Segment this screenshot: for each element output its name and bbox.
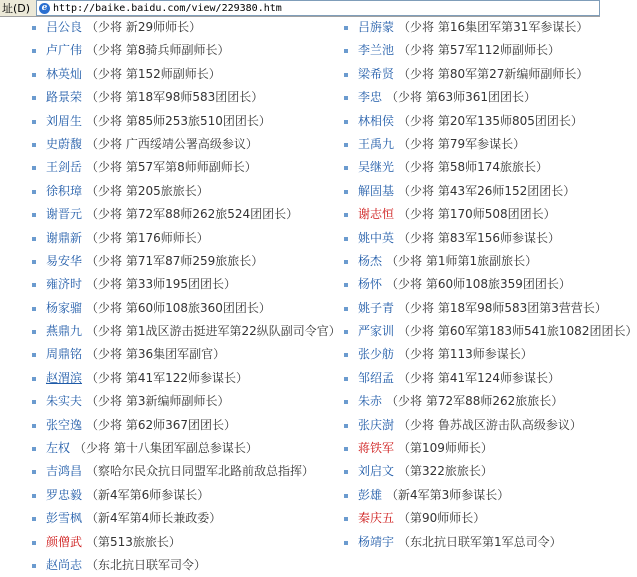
person-link[interactable]: 朱实夫	[46, 394, 83, 409]
square-bullet-icon	[344, 447, 348, 451]
person-description: （新4军第4师长兼政委）	[86, 511, 222, 526]
list-item	[320, 343, 600, 366]
person-description: （第513旅旅长）	[86, 534, 181, 549]
list-item	[320, 227, 600, 250]
list-item	[0, 16, 320, 39]
list-item	[0, 156, 320, 179]
person-link[interactable]: 徐积璋	[46, 183, 83, 198]
person-link[interactable]: 杨杰	[358, 253, 383, 268]
square-bullet-icon	[32, 494, 36, 498]
list-item	[320, 531, 600, 554]
person-link[interactable]: 林英灿	[46, 66, 83, 81]
list-item	[320, 507, 600, 530]
list-item	[320, 367, 600, 390]
person-link[interactable]: 邹绍孟	[358, 370, 395, 385]
list-item	[0, 86, 320, 109]
right-column	[320, 16, 637, 554]
person-link[interactable]: 刘眉生	[46, 113, 83, 128]
person-description: （少将 第57军112师副师长）	[398, 43, 561, 58]
person-link[interactable]: 谢鼎新	[46, 230, 83, 245]
square-bullet-icon	[32, 377, 36, 381]
square-bullet-icon	[32, 49, 36, 53]
square-bullet-icon	[32, 73, 36, 77]
person-description: （少将 第58师174旅旅长）	[398, 160, 549, 175]
list-item	[0, 320, 341, 343]
person-description: （东北抗日联军司令）	[86, 557, 207, 572]
person-link[interactable]: 姚中英	[358, 230, 395, 245]
person-description: （少将 广西绥靖公署高级参议）	[86, 136, 258, 151]
list-item	[0, 297, 320, 320]
square-bullet-icon	[32, 96, 36, 100]
ie-page-icon: e	[39, 3, 50, 14]
person-link[interactable]: 彭雪枫	[46, 511, 83, 526]
person-link[interactable]: 梁希贤	[358, 66, 395, 81]
list-item	[320, 250, 600, 273]
square-bullet-icon	[344, 213, 348, 217]
person-description: （第90师师长）	[398, 511, 486, 526]
list-item	[0, 273, 320, 296]
person-description: （少将 第60师108旅360团团长）	[86, 300, 271, 315]
person-description: （少将 第62师367团团长）	[86, 417, 237, 432]
square-bullet-icon	[344, 283, 348, 287]
list-item	[0, 437, 320, 460]
person-link[interactable]: 路景荣	[46, 90, 83, 105]
square-bullet-icon	[32, 26, 36, 30]
list-item	[320, 156, 600, 179]
list-item	[320, 39, 600, 62]
person-link[interactable]: 杨家骝	[46, 300, 83, 315]
person-link[interactable]: 易安华	[46, 253, 83, 268]
square-bullet-icon	[344, 307, 348, 311]
person-description: （少将 新29师师长）	[86, 20, 202, 34]
list-item	[0, 531, 320, 554]
person-description: （新4军第6师参谋长）	[86, 487, 210, 502]
person-description: （少将 第71军87师259旅旅长）	[86, 253, 264, 268]
list-item	[0, 203, 320, 226]
list-item	[0, 484, 320, 507]
person-link[interactable]: 秦庆五	[358, 511, 395, 526]
right-list	[320, 16, 637, 554]
person-link[interactable]: 赵渭滨	[46, 370, 83, 385]
square-bullet-icon	[32, 564, 36, 568]
square-bullet-icon	[344, 330, 348, 334]
person-description: （少将 第79军参谋长）	[398, 136, 526, 151]
square-bullet-icon	[344, 143, 348, 147]
list-item	[0, 460, 320, 483]
list-item	[0, 250, 320, 273]
square-bullet-icon	[344, 424, 348, 428]
person-description: （少将 第205旅旅长）	[86, 183, 209, 198]
person-link[interactable]: 赵尚志	[46, 557, 83, 572]
list-item	[320, 180, 600, 203]
person-link[interactable]: 姚子青	[358, 300, 395, 315]
person-description: （少将 第3新编师副师长）	[86, 394, 230, 409]
square-bullet-icon	[32, 283, 36, 287]
square-bullet-icon	[32, 190, 36, 194]
person-description: （少将 鲁苏战区游击队高级参议）	[398, 417, 582, 432]
person-link[interactable]: 解固基	[358, 183, 395, 198]
square-bullet-icon	[32, 353, 36, 357]
person-link[interactable]: 左权	[46, 441, 71, 456]
list-item	[0, 390, 320, 413]
list-item	[320, 297, 607, 320]
person-description: （少将 第176师师长）	[86, 230, 209, 245]
list-item	[0, 507, 320, 530]
person-link[interactable]: 颜僧武	[46, 534, 83, 549]
person-link[interactable]: 史蔚馥	[46, 136, 83, 151]
list-item	[0, 63, 320, 86]
person-link[interactable]: 张少舫	[358, 347, 395, 362]
list-item	[320, 390, 600, 413]
person-description: （少将 第33师195团团长）	[86, 277, 237, 292]
square-bullet-icon	[344, 517, 348, 521]
list-item	[320, 133, 600, 156]
person-description: （少将 第8骑兵师副师长）	[86, 43, 230, 58]
square-bullet-icon	[32, 260, 36, 264]
list-item	[320, 203, 600, 226]
person-link[interactable]: 蒋铁军	[358, 441, 395, 456]
square-bullet-icon	[344, 400, 348, 404]
person-link[interactable]: 张空逸	[46, 417, 83, 432]
square-bullet-icon	[344, 49, 348, 53]
person-description: （少将 第60军第183师541旅1082团团长）	[398, 324, 637, 339]
person-description: （少将 第1师第1旅副旅长）	[386, 253, 538, 268]
address-url: http://baike.baidu.com/view/229380.htm	[53, 2, 282, 14]
person-description: （少将 第43军26师152团团长）	[398, 183, 576, 198]
square-bullet-icon	[344, 166, 348, 170]
list-item	[0, 554, 320, 577]
person-link[interactable]: 周鼎铭	[46, 347, 83, 362]
person-link[interactable]: 卢广伟	[46, 43, 83, 58]
square-bullet-icon	[32, 330, 36, 334]
square-bullet-icon	[344, 73, 348, 77]
person-link[interactable]: 严家训	[358, 324, 395, 339]
left-list	[0, 16, 341, 577]
list-item	[320, 320, 637, 343]
square-bullet-icon	[32, 541, 36, 545]
person-description: （少将 第83军156师参谋长）	[398, 230, 561, 245]
list-item	[320, 484, 600, 507]
person-link[interactable]: 吕旃蒙	[358, 20, 395, 34]
square-bullet-icon	[344, 353, 348, 357]
square-bullet-icon	[344, 120, 348, 124]
square-bullet-icon	[344, 377, 348, 381]
list-item	[0, 343, 320, 366]
person-link[interactable]: 谢志恒	[358, 207, 395, 222]
person-description: （少将 第41军122师参谋长）	[86, 370, 249, 385]
list-item	[0, 110, 320, 133]
person-description: （第109师师长）	[398, 441, 493, 456]
person-link[interactable]: 吴继光	[358, 160, 395, 175]
person-description: （少将 第60师108旅359团团长）	[386, 277, 571, 292]
square-bullet-icon	[344, 237, 348, 241]
list-item	[0, 414, 320, 437]
person-link[interactable]: 燕鼎九	[46, 324, 83, 339]
list-item	[0, 180, 320, 203]
person-description: （少将 第十八集团军副总参谋长）	[74, 441, 258, 456]
left-column	[0, 16, 341, 577]
list-item	[0, 39, 320, 62]
person-link[interactable]: 杨靖宇	[358, 534, 395, 549]
person-description: （少将 第72军88师262旅旅长）	[386, 394, 564, 409]
person-link[interactable]: 李兰池	[358, 43, 395, 58]
person-description: （新4军第3师参谋长）	[386, 487, 510, 502]
square-bullet-icon	[32, 237, 36, 241]
person-link[interactable]: 李忠	[358, 90, 383, 105]
person-link[interactable]: 林相侯	[358, 113, 395, 128]
square-bullet-icon	[32, 307, 36, 311]
person-description: （少将 第18军98师583团团长）	[86, 90, 264, 105]
square-bullet-icon	[344, 190, 348, 194]
person-description: （少将 第18军98师583团第3营营长）	[398, 300, 607, 315]
person-description: （少将 第152师副师长）	[86, 66, 221, 81]
square-bullet-icon	[344, 470, 348, 474]
person-link[interactable]: 吕公良	[46, 20, 83, 34]
address-bar	[0, 0, 600, 17]
list-item	[320, 110, 600, 133]
list-item	[320, 16, 600, 39]
list-item	[0, 367, 320, 390]
person-link[interactable]: 彭雄	[358, 487, 383, 502]
person-description: （第322旅旅长）	[398, 464, 493, 479]
list-item	[320, 63, 600, 86]
person-description: （少将 第63师361团团长）	[386, 90, 537, 105]
square-bullet-icon	[32, 120, 36, 124]
list-item	[320, 460, 600, 483]
square-bullet-icon	[344, 96, 348, 100]
person-description: （少将 第20军135师805团团长）	[398, 113, 583, 128]
list-item	[0, 227, 320, 250]
person-description: （少将 第1战区游击挺进军第22纵队副司令官）	[86, 324, 341, 339]
person-link[interactable]: 吉鸿昌	[46, 464, 83, 479]
person-link[interactable]: 朱赤	[358, 394, 383, 409]
square-bullet-icon	[32, 213, 36, 217]
person-description: （少将 第36集团军副官）	[86, 347, 226, 362]
square-bullet-icon	[344, 541, 348, 545]
person-description: （察哈尔民众抗日同盟军北路前敌总指挥）	[86, 464, 315, 479]
person-description: （少将 第57军第8师师副师长）	[86, 160, 257, 175]
person-link[interactable]: 雍济时	[46, 277, 83, 292]
square-bullet-icon	[32, 517, 36, 521]
person-link[interactable]: 杨怀	[358, 277, 383, 292]
square-bullet-icon	[344, 26, 348, 30]
person-description: （少将 第170师508团团长）	[398, 207, 556, 222]
person-description: （少将 第41军124师参谋长）	[398, 370, 561, 385]
person-link[interactable]: 张庆澍	[358, 417, 395, 432]
list-item	[320, 437, 600, 460]
square-bullet-icon	[32, 470, 36, 474]
person-description: （少将 第72军88师262旅524团团长）	[86, 207, 299, 222]
person-description: （少将 第113师参谋长）	[398, 347, 533, 362]
square-bullet-icon	[32, 143, 36, 147]
person-description: （少将 第16集团军第31军参谋长）	[398, 20, 589, 34]
person-link[interactable]: 刘启文	[358, 464, 395, 479]
person-description: （东北抗日联军第1军总司令）	[398, 534, 562, 549]
person-link[interactable]: 王禹九	[358, 136, 395, 151]
list-item	[320, 414, 600, 437]
person-link[interactable]: 谢晋元	[46, 207, 83, 222]
list-item	[320, 86, 600, 109]
square-bullet-icon	[32, 400, 36, 404]
person-description: （少将 第85师253旅510团团长）	[86, 113, 271, 128]
list-item	[0, 133, 320, 156]
person-link[interactable]: 罗忠毅	[46, 487, 83, 502]
person-description: （少将 第80军第27新编师副师长）	[398, 66, 589, 81]
address-input[interactable]	[36, 0, 600, 16]
square-bullet-icon	[344, 494, 348, 498]
address-label: 址(D)	[2, 2, 31, 15]
square-bullet-icon	[32, 447, 36, 451]
square-bullet-icon	[344, 260, 348, 264]
square-bullet-icon	[32, 424, 36, 428]
square-bullet-icon	[32, 166, 36, 170]
list-item	[320, 273, 600, 296]
person-link[interactable]: 王剑岳	[46, 160, 83, 175]
